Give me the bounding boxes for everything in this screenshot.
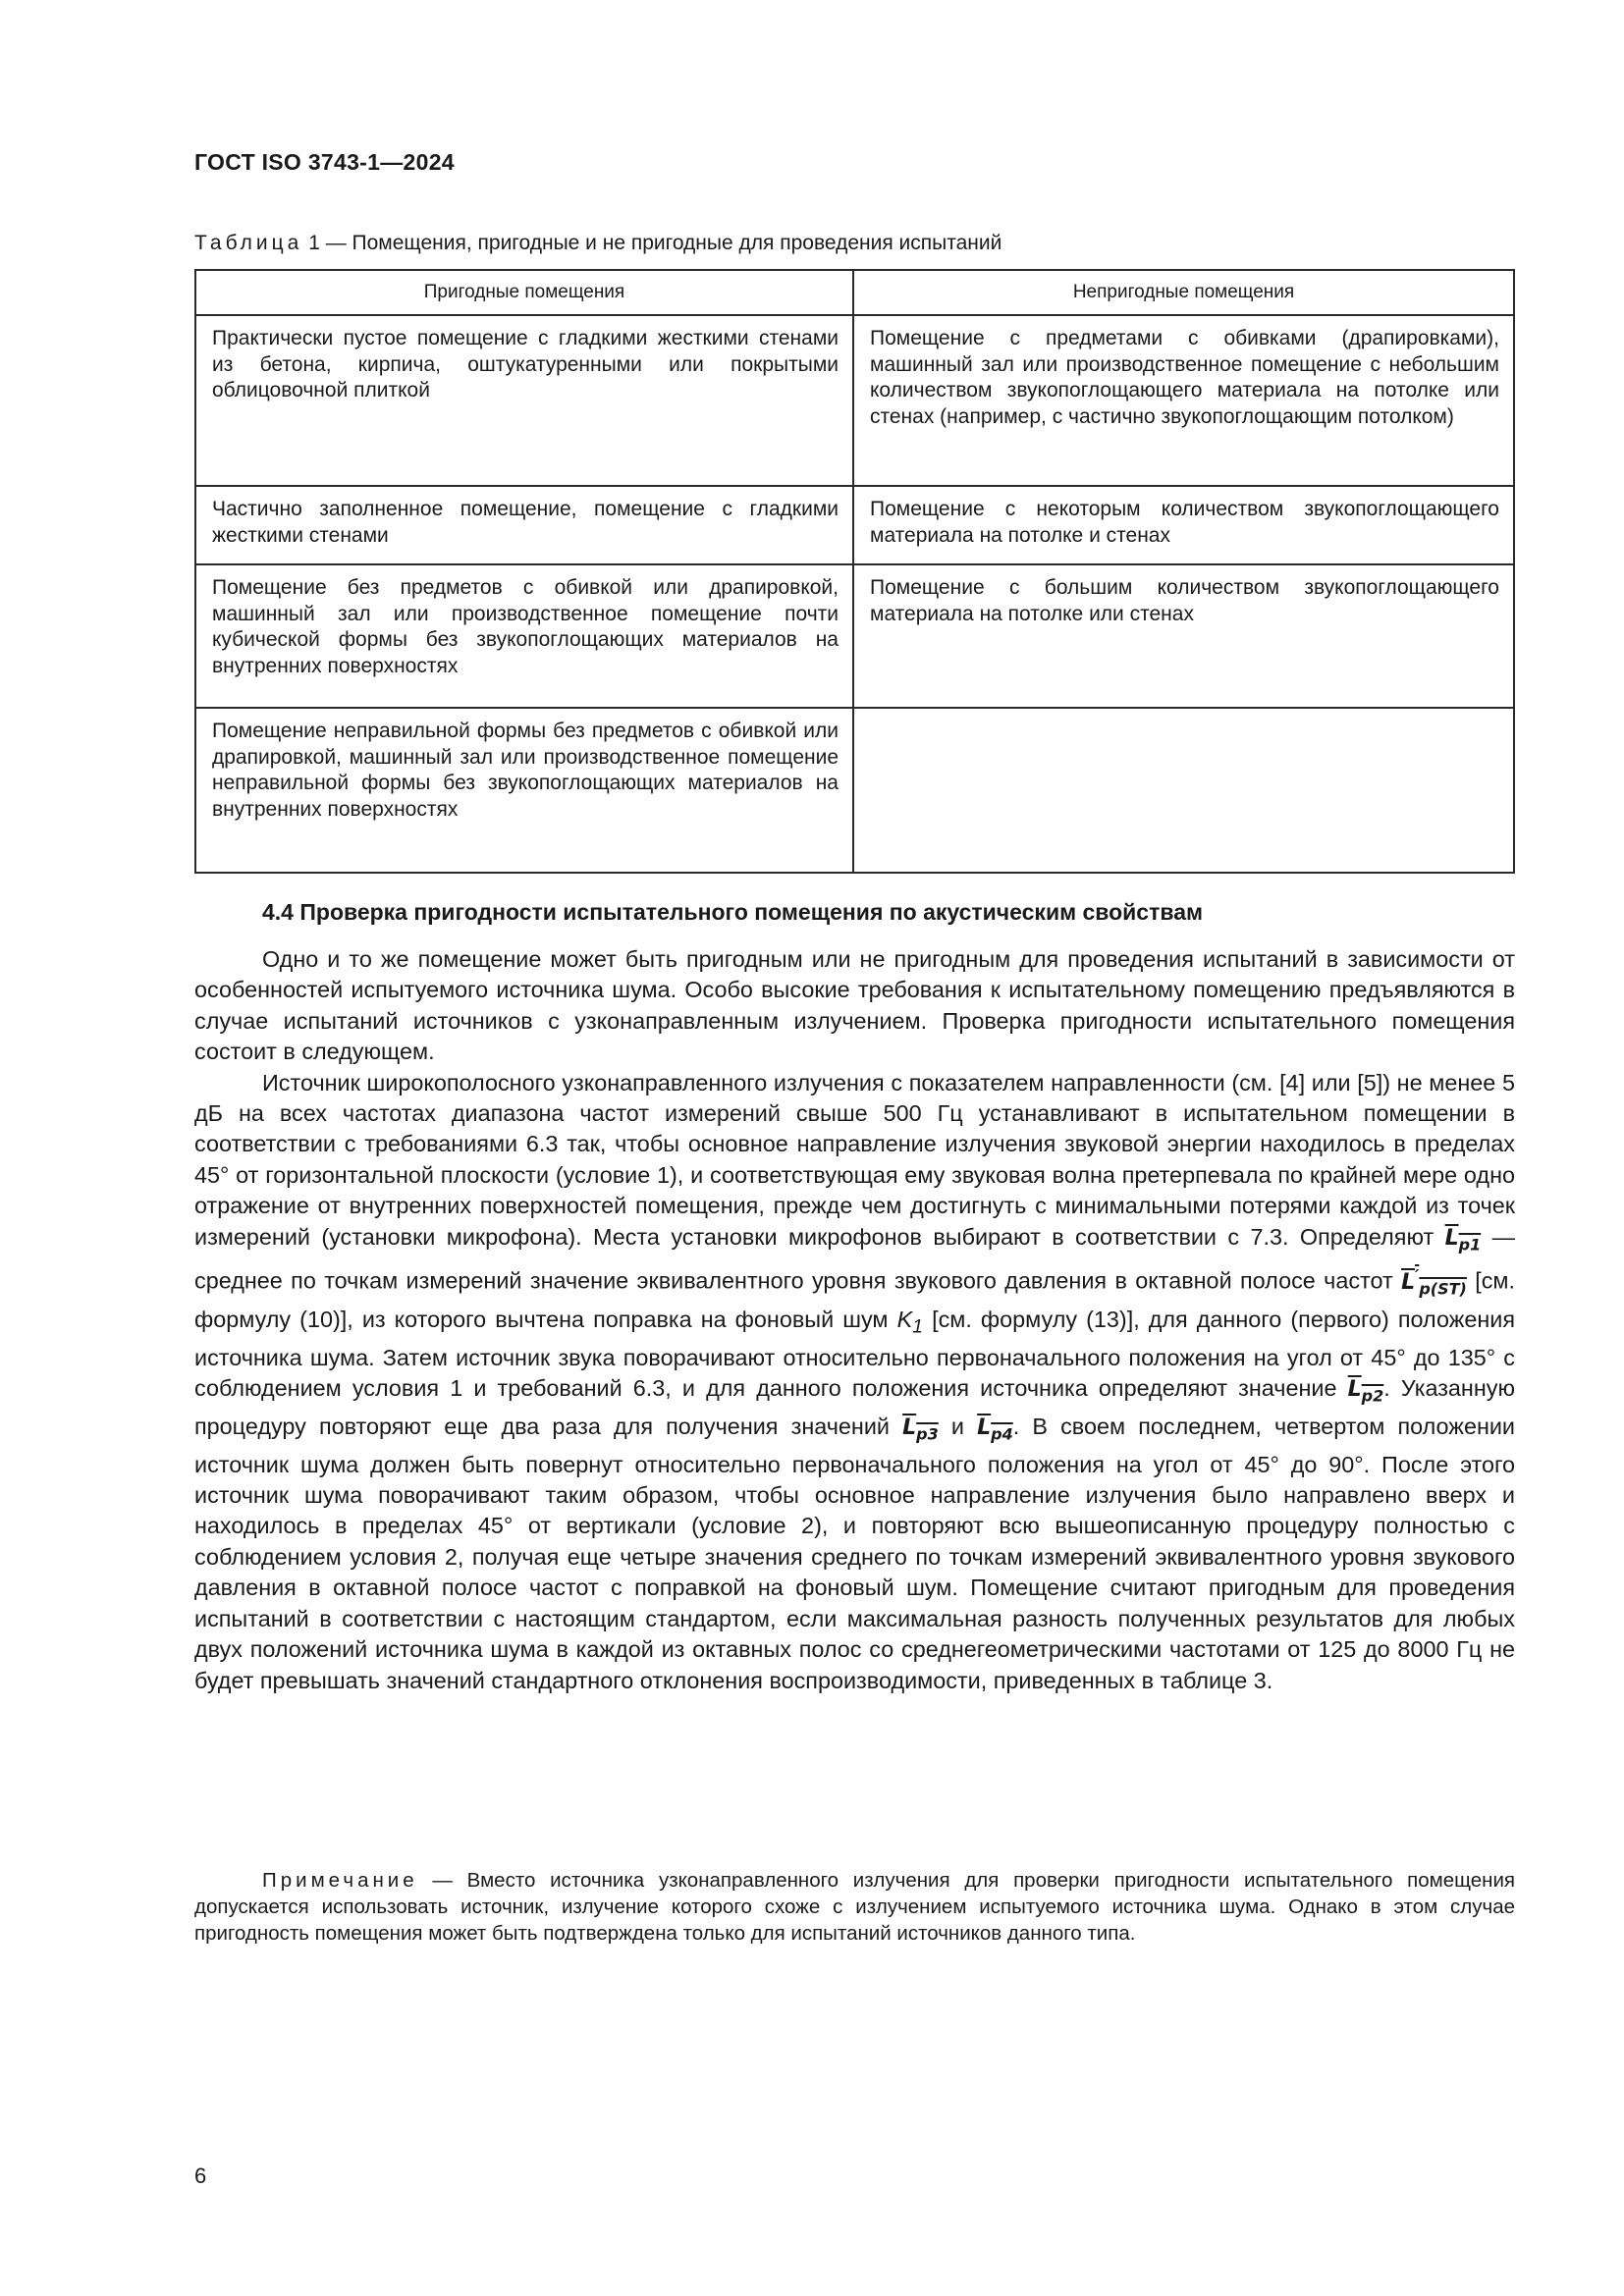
table-caption-label: Таблица [194,232,303,254]
table-row [195,486,1514,564]
table-cell: Помещение с предметами с обивками (драпировками), машинный зал или производственное помещение с небольшим количеством звукопоглощающего материала на потолке или стенах (например, с частично звукопоглощающим потолком) [853,315,1514,486]
table-cell: Помещение с большим количеством звукопоглощающего материала на потолке или стенах [853,564,1514,708]
table-cell: Помещение без предметов с обивкой или драпировкой, машинный зал или производственное помещение почти кубической формы без звукопоглощающих материалов на внутренних поверхностях [195,564,853,708]
symbol-lp1: $L_{p1}$ [1444,1225,1482,1255]
table-cell: Частично заполненное помещение, помещение с гладкими жесткими стенами [195,486,853,564]
text-run: — среднее по точкам измерений значение эквивалентного уровня звукового давления в октавной полосе частот [194,1223,1516,1294]
section-heading: 4.4 Проверка пригодности испытательного помещения по акустическим свойствам [262,899,1204,925]
table-row [195,564,1514,708]
symbol-lp4: $L_{p4}$ [977,1415,1013,1444]
body-text [194,944,1515,1696]
page-number: 6 [194,2163,207,2188]
note-label: Примечание [262,1869,418,1892]
table-cell: Помещение неправильной формы без предметов с обивкой или драпировкой, машинный зал или производственное помещение неправильной формы без звукопоглощающих материалов на внутренних поверхностях [195,708,853,873]
text-run: [см. формулу (13)], для данного (первого) положения источника шума. Затем источник звука поворачивают относительно первоначального положения на угол от 45° до 135° с соблюдением условия 1 и требований 6.3, и для данного положения источника определяют значение [194,1306,1515,1402]
document-code: ГОСТ ISO 3743-1—2024 [194,149,455,175]
table-row [195,315,1514,486]
text-run: и [950,1413,964,1439]
text-run: . В своем последнем, четвертом положении источник шума должен быть повернут относительно первоначального положения на угол от 45° до 90°. После этого источник шума поворачивают таким образом, чтобы основное направление излучения было направлено вверх и находилось в пределах 45° от вертикали (условие 2), и повторяют всю вышеописанную процедуру полностью с соблюдением условия 2, получая еще четыре значения среднего по точкам измерений эквивалентного уровня звукового давления в октавной полосе частот с поправкой на фоновый шум. Помещение считают пригодным для проведения испытаний в соответствии с настоящим стандартом, если максимальная разность полученных результатов для любых двух положений источника шума в каждой из октавных полос со среднегеометрическими частотами от 125 до 8000 Гц не будет превышать значений стандартного отклонения воспроизводимости, приведенных в таблице 3. [194,1413,1515,1693]
symbol-lp2: $L_{p2}$ [1347,1377,1384,1406]
text-run: [см. формулу (10)], из которого вычтена поправка на фоновый шум [194,1267,1515,1332]
column-header-unsuitable: Непригодные помещения [853,270,1514,315]
symbol-lp-st: $L'_{p(ST)}$ [1401,1265,1467,1299]
column-header-suitable: Пригодные помещения [195,270,853,315]
table-caption [194,232,1001,255]
rooms-table [194,269,1515,874]
table-header-row [195,270,1514,315]
note [194,1867,1515,1947]
table-cell: Практически пустое помещение с гладкими жесткими стенами из бетона, кирпича, оштукатуренными или покрытыми облицовочной плиткой [195,315,853,486]
table-caption-text: 1 — Помещения, пригодные и не пригодные для проведения испытаний [308,232,1002,254]
table-cell [853,708,1514,873]
table-cell: Помещение с некоторым количеством звукопоглощающего материала на потолке и стенах [853,486,1514,564]
text-run: . Указанную процедуру повторяют еще два раза для получения значений [194,1375,1516,1439]
symbol-k1: $K_1$ [896,1306,924,1338]
text-run: Источник широкополосного узконаправленного излучения с показателем направленности (см. [4] или [5]) не менее 5 дБ на всех частотах диапазона частот измерений свыше 500 Гц устанавливают в испытательном помещении в соответствии с требованиями 6.3 так, чтобы основное направление излучения звуковой энергии находилось в пределах 45° от горизонтальной плоскости (условие 1), и соответствующая ему звуковая волна претерпевала по крайней мере одно отражение от внутренних поверхностей помещения, прежде чем достигнуть с минимальными потерями каждой из точек измерений (установки микрофона). Места установки микрофонов выбирают в соответствии с 7.3. Определяют [194,1069,1515,1250]
note-text: — Вместо источника узконаправленного излучения для проверки пригодности испытательного помещения допускается использовать источник, излучение которого схоже с излучением испытуемого источника шума. Однако в этом случае пригодность помещения может быть подтверждена только для испытаний источников данного типа. [194,1869,1516,1945]
paragraph-1: Одно и то же помещение может быть пригодным или не пригодным для проведения испытаний в зависимости от особенностей испытуемого источника шума. Особо высокие требования к испытательному помещению предъявляются в случае испытаний источников с узконаправленным излучением. Проверка пригодности испытательного помещения состоит в следующем. [194,946,1515,1065]
paragraph-2 [194,1068,1515,1696]
table-row [195,708,1514,873]
symbol-lp3: $L_{p3}$ [902,1415,939,1444]
